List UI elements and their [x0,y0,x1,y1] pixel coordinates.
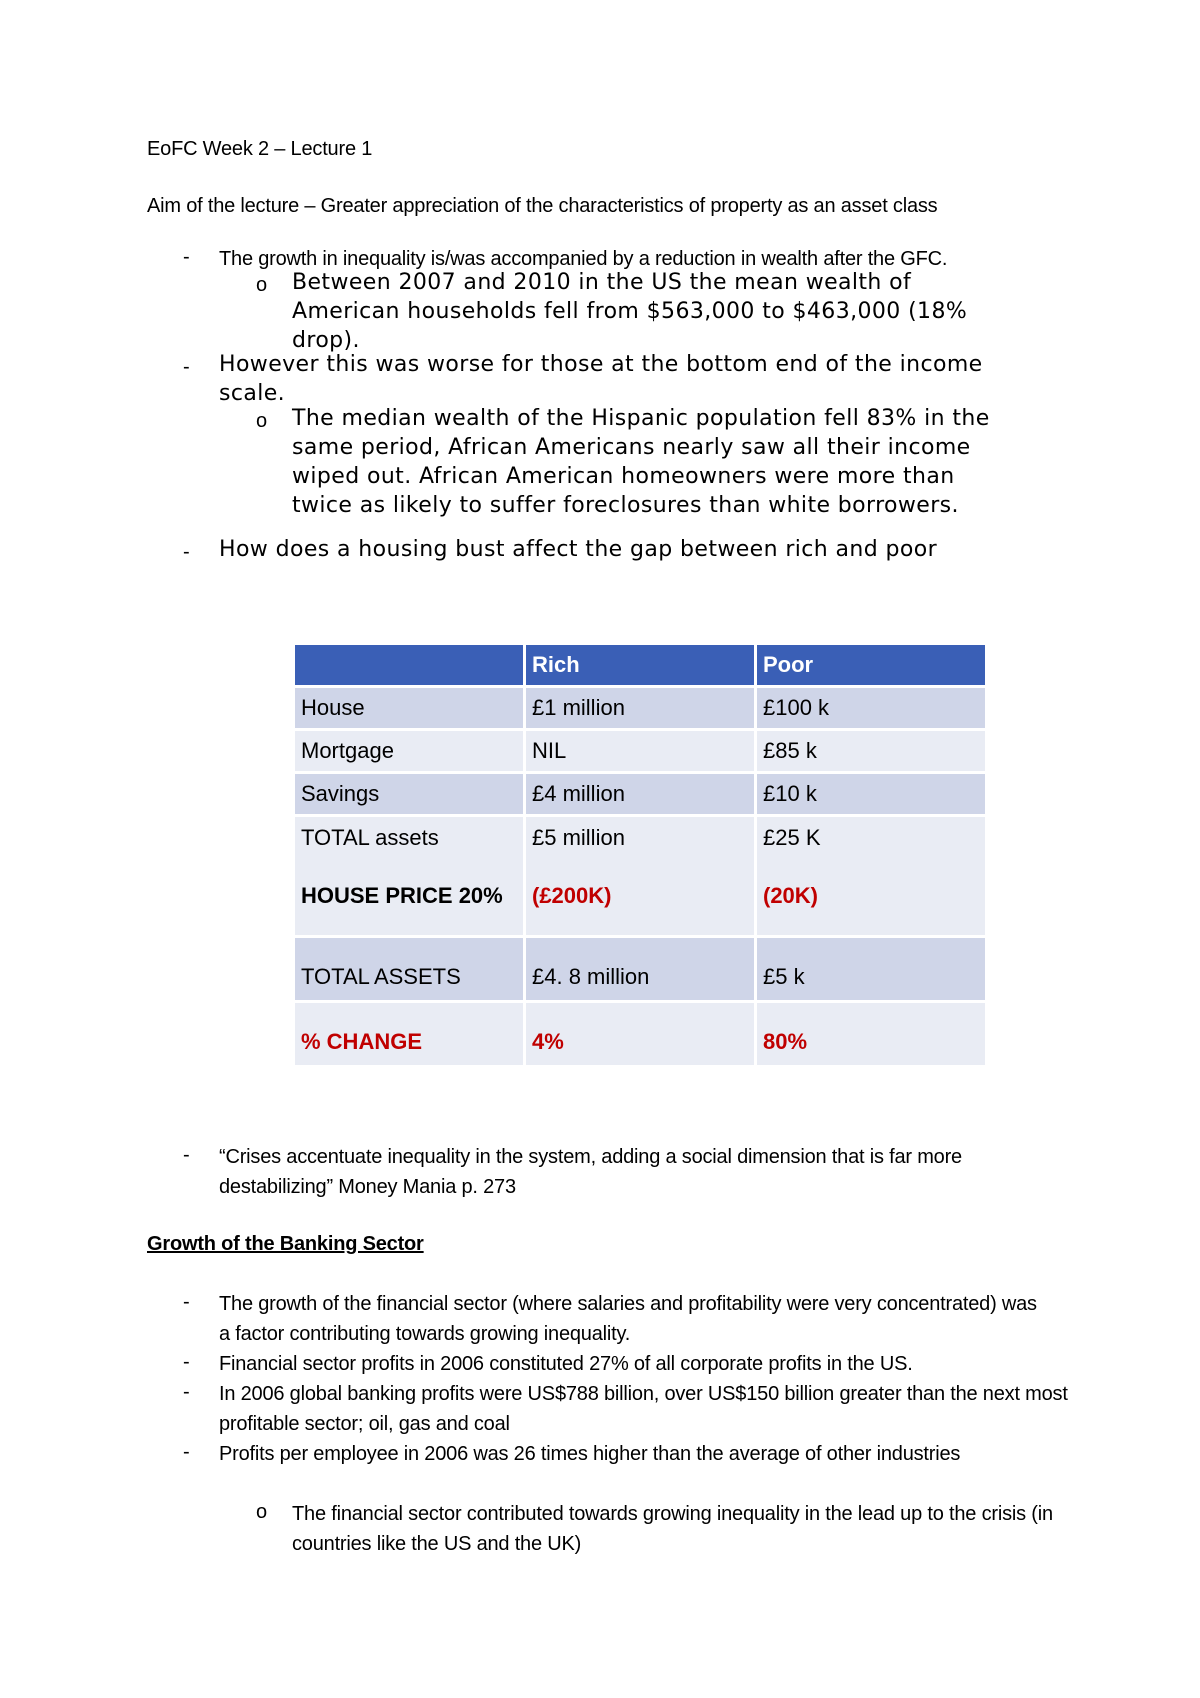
table-cell: £10 k [757,774,985,814]
page-title: EoFC Week 2 – Lecture 1 [147,138,373,160]
bullet-marker: - [183,1351,190,1373]
table-cell: (20K) [763,883,819,908]
wealth-table [292,642,988,1068]
table-row [295,1003,985,1065]
table-header-poor: Poor [757,645,985,685]
bullet-marker: - [183,1441,190,1463]
table-row [295,731,985,771]
table-cell: £1 million [526,688,754,728]
sub-bullet-mean-wealth: Between 2007 and 2010 in the US the mean wealth of American households fell from $563,000 to $463,000 (18% drop). [292,270,968,353]
table-cell: NIL [526,731,754,771]
table-cell: £4 million [526,774,754,814]
table-cell-stack [526,817,754,935]
bullet-profits-2006: Financial sector profits in 2006 constituted 27% of all corporate profits in the US. [219,1353,913,1375]
table-row [295,817,985,935]
table-cell: £85 k [757,731,985,771]
table-cell-stack [295,817,523,935]
table-cell: TOTAL ASSETS [295,938,523,1000]
bullet-growth-inequality: The growth in inequality is/was accompanied by a reduction in wealth after the GFC. [219,248,948,270]
bullet-bottom-income: However this was worse for those at the bottom end of the income scale. [219,352,983,406]
table-cell: £100 k [757,688,985,728]
bullet-marker: - [183,1381,190,1403]
sub-bullet-marker: o [256,1501,268,1523]
table-cell: (£200K) [532,883,612,908]
sub-bullet-financial-sector: The financial sector contributed towards growing inequality in the lead up to the crisis (in countries like the US and the UK) [292,1503,1053,1555]
section-heading: Growth of the Banking Sector [147,1233,424,1255]
table-row [295,688,985,728]
table-row [295,938,985,1000]
table-cell: £5 million [532,825,625,850]
table-cell: HOUSE PRICE 20% [301,883,503,908]
table-cell: Savings [295,774,523,814]
bullet-housing-bust: How does a housing bust affect the gap between rich and poor [219,537,938,562]
bullet-global-banking: In 2006 global banking profits were US$788 billion, over US$150 billion greater than the next most profitable sector; oil, gas and coal [219,1383,1068,1435]
table-row [295,774,985,814]
table-cell: House [295,688,523,728]
lecture-aim: Aim of the lecture – Greater appreciation of the characteristics of property as an asset class [147,195,938,217]
table-cell: £4. 8 million [526,938,754,1000]
table-header-empty [295,645,523,685]
table-cell: 4% [526,1003,754,1065]
table-cell: £25 K [763,825,821,850]
bullet-marker: - [183,356,190,378]
sub-bullet-marker: o [256,274,268,296]
table-cell: TOTAL assets [301,825,439,850]
bullet-marker: - [183,1291,190,1313]
bullet-marker: - [183,1144,190,1166]
sub-bullet-median-wealth: The median wealth of the Hispanic population fell 83% in the same period, African Americans nearly saw all their income wiped out. African American homeowners were more than twice as likely to suffer foreclosures than white borrowers. [292,406,990,518]
table-cell: Mortgage [295,731,523,771]
sub-bullet-marker: o [256,410,268,432]
bullet-marker: - [183,541,190,563]
table-header-rich: Rich [526,645,754,685]
bullet-quote: “Crises accentuate inequality in the system, adding a social dimension that is far more destabilizing” Money Mania p. 273 [219,1146,962,1198]
bullet-marker: - [183,246,190,268]
table-cell: 80% [757,1003,985,1065]
table-cell: % CHANGE [295,1003,523,1065]
table-cell: £5 k [757,938,985,1000]
bullet-financial-growth: The growth of the financial sector (where salaries and profitability were very concentrated) was a factor contributing towards growing inequality. [219,1293,1037,1345]
table-header-row [295,645,985,685]
bullet-profits-per-employee: Profits per employee in 2006 was 26 times higher than the average of other industries [219,1443,961,1465]
table-cell-stack [757,817,985,935]
